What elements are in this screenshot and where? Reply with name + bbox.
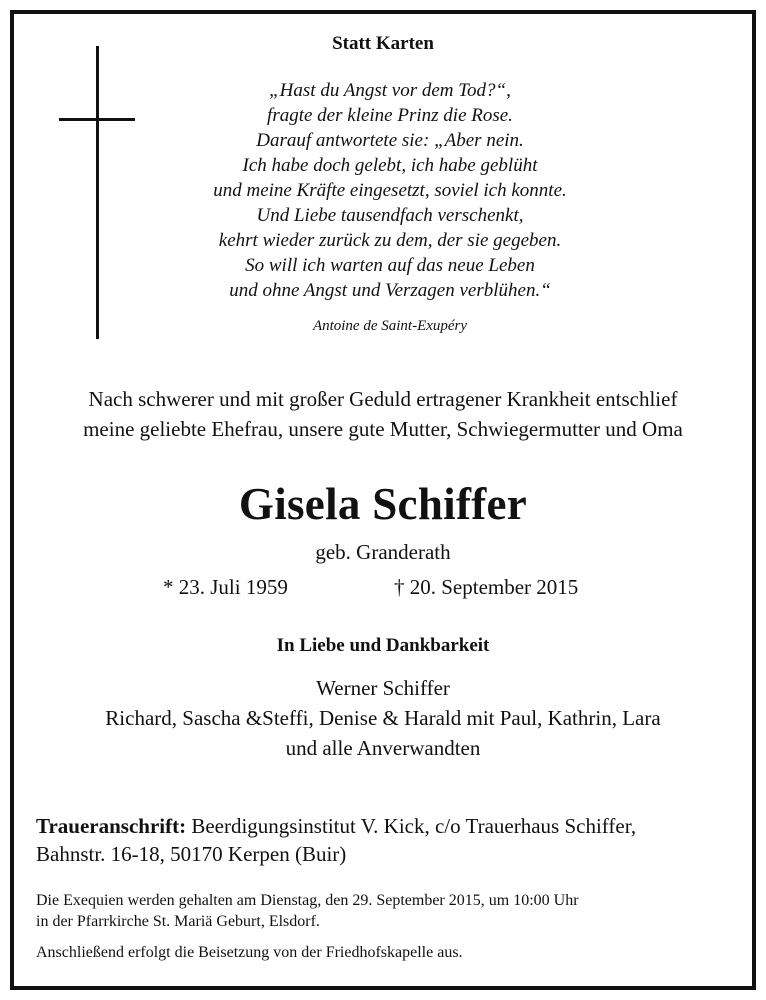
birth-name: geb. Granderath xyxy=(315,540,451,564)
poem-line: und meine Kräfte eingesetzt, soviel ich konnte. xyxy=(213,180,567,201)
address-line xyxy=(36,812,636,840)
family-line: Richard, Sascha &Steffi, Denise & Harald mit Paul, Kathrin, Lara xyxy=(105,706,661,730)
poem-line: „Hast du Angst vor dem Tod?“, xyxy=(269,80,511,101)
intro-text xyxy=(0,384,766,444)
cross-icon xyxy=(96,46,99,339)
poem-line: fragte der kleine Prinz die Rose. xyxy=(267,105,513,126)
mourning-address xyxy=(36,812,636,868)
notice-header: Statt Karten xyxy=(332,33,434,54)
burial-info: Anschließend erfolgt die Beisetzung von der Friedhofskapelle aus. xyxy=(36,944,463,961)
poem-line: Darauf antwortete sie: „Aber nein. xyxy=(256,130,524,151)
poem-author: Antoine de Saint-Exupéry xyxy=(312,318,468,334)
poem-line: So will ich warten auf das neue Leben xyxy=(245,255,535,276)
address-text: Beerdigungsinstitut V. Kick, c/o Trauerhaus Schiffer, xyxy=(186,814,637,838)
address-line: Bahnstr. 16-18, 50170 Kerpen (Buir) xyxy=(36,842,347,866)
cross-icon-bar xyxy=(59,118,135,121)
family-list xyxy=(0,673,766,763)
deceased-name: Gisela Schiffer xyxy=(238,479,528,529)
family-line: Werner Schiffer xyxy=(316,676,450,700)
poem-line: und ohne Angst und Verzagen verblühen.“ xyxy=(229,280,551,301)
exequies-line: Die Exequien werden gehalten am Dienstag, den 29. September 2015, um 10:00 Uhr xyxy=(36,892,579,909)
poem-line: Ich habe doch gelebt, ich habe geblüht xyxy=(242,155,538,176)
exequies-info xyxy=(36,890,579,932)
death-date: † 20. September 2015 xyxy=(394,575,579,599)
thanks-heading: In Liebe und Dankbarkeit xyxy=(276,635,490,656)
address-label: Traueranschrift: xyxy=(36,814,187,838)
intro-line: Nach schwerer und mit großer Geduld ertragener Krankheit entschlief xyxy=(88,387,678,411)
poem-line: kehrt wieder zurück zu dem, der sie gegeben. xyxy=(218,230,562,251)
birth-date: * 23. Juli 1959 xyxy=(163,575,288,599)
poem xyxy=(130,78,650,303)
poem-line: Und Liebe tausendfach verschenkt, xyxy=(256,205,524,226)
family-line: und alle Anverwandten xyxy=(285,736,481,760)
exequies-line: in der Pfarrkirche St. Mariä Geburt, Elsdorf. xyxy=(36,913,320,930)
intro-line: meine geliebte Ehefrau, unsere gute Mutter, Schwiegermutter und Oma xyxy=(83,417,683,441)
